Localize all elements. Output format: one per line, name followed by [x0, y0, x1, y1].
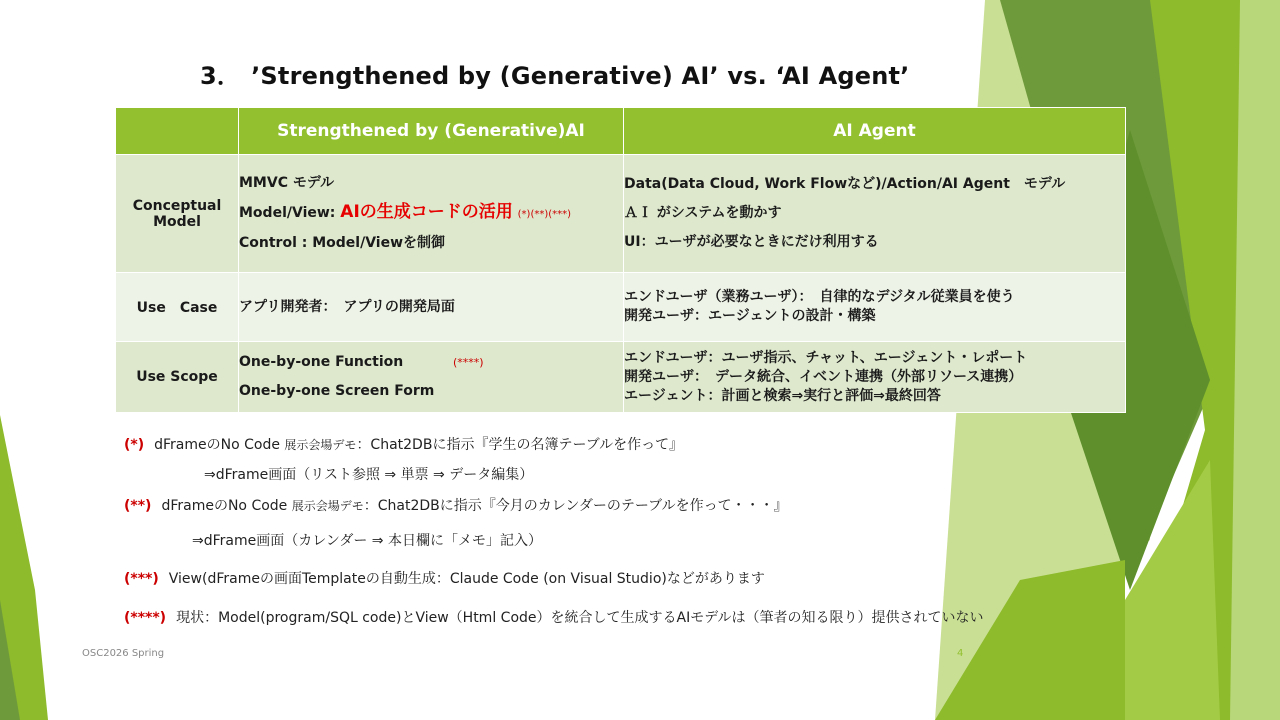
footnote-mark: (*) — [124, 437, 145, 453]
table-row — [116, 342, 1126, 413]
cell-line: 開発ユーザ： データ統合、イベント連携（外部リソース連携） — [624, 368, 1023, 385]
cell-line: Data(Data Cloud, Work Flowなど)/Action/AI Agent モデル — [624, 176, 1066, 192]
footnote-2 — [124, 495, 788, 515]
footnote-text: ：Chat2DBに指示『学生の名簿テーブルを作って』 — [356, 437, 684, 453]
page-number: 4 — [957, 648, 964, 659]
table-header-row — [116, 108, 1126, 155]
footnote-mark: (***) — [124, 571, 159, 587]
footnote-1 — [124, 434, 683, 454]
row-label — [116, 155, 239, 273]
cell-line: Control : Model/Viewを制御 — [239, 235, 446, 251]
footnote-mark: (**) — [124, 498, 152, 514]
cell-line: エージェント：計画と検索⇒実行と評価⇒最終回答 — [624, 387, 941, 404]
cell-text: Model/View: — [239, 205, 341, 221]
footnote-3 — [124, 568, 765, 588]
footnote-4 — [124, 607, 984, 627]
table-row — [116, 155, 1126, 273]
cell-line: エンドユーザ（業務ユーザ）： 自律的なデジタル従業員を使う — [624, 289, 1015, 305]
row-label-text: Conceptual Model — [132, 197, 222, 230]
footnote-1-result: ⇒dFrame画面（リスト参照 ⇒ 単票 ⇒ データ編集） — [204, 467, 534, 483]
slide-number: 3． — [200, 62, 230, 90]
slide-title-text: ’Strengthened by (Generative) AI’ vs. ‘AI Agent’ — [251, 62, 910, 90]
cell-ai-agent — [624, 273, 1126, 342]
slide-title — [200, 56, 909, 91]
row-label: Use Case — [116, 273, 239, 342]
cell-ai-agent — [624, 155, 1126, 273]
footnote-text: View(dFrameの画面Templateの自動生成：Claude Code (on Visual Studio)などがあります — [168, 571, 765, 587]
cell-strengthened — [239, 155, 624, 273]
cell-line: UI：ユーザが必要なときにだけ利用する — [624, 234, 879, 250]
cell-ai-agent — [624, 342, 1126, 413]
header-strengthened: Strengthened by (Generative)AI — [239, 108, 624, 155]
header-ai-agent: AI Agent — [624, 108, 1126, 155]
cell-line: One-by-one Screen Form — [239, 383, 435, 399]
header-empty — [116, 108, 239, 155]
footnote-text: 現状：Model(program/SQL code)とView（Html Code）を統合して生成するAIモデルは（筆者の知る限り）提供されていない — [176, 610, 984, 626]
cell-line: アプリ開発者： アプリの開発局面 — [239, 298, 455, 315]
cell-line: 開発ユーザ：エージェントの設計・構築 — [624, 308, 876, 324]
footnote-text: 展示会場デモ — [291, 499, 364, 513]
reference-marks: (****) — [453, 356, 484, 369]
reference-marks: (*)(**)(***) — [517, 209, 572, 220]
cell-line: ＡＩ がシステムを動かす — [624, 205, 782, 221]
footnote-2-result: ⇒dFrame画面（カレンダー ⇒ 本日欄に「メモ」記入） — [192, 533, 542, 549]
row-label: Use Scope — [116, 342, 239, 413]
cell-line — [239, 348, 623, 377]
cell-strengthened — [239, 342, 624, 413]
footnote-text: dFrameのNo Code — [154, 437, 285, 453]
cell-line — [239, 198, 623, 229]
footnote-text: dFrameのNo Code — [161, 498, 292, 514]
footnote-text: 展示会場デモ — [284, 438, 357, 452]
footnote-mark: (****) — [124, 610, 167, 626]
footnote-text: ：Chat2DBに指示『今月のカレンダーのテーブルを作って・・・』 — [363, 498, 788, 514]
footer-event: OSC2026 Spring — [82, 648, 165, 659]
cell-line: エンドユーザ：ユーザ指示、チャット、エージェント・レポート — [624, 349, 1028, 366]
table-row — [116, 273, 1126, 342]
comparison-table — [115, 107, 1126, 413]
highlight-text: AIの生成コードの活用 — [340, 202, 513, 222]
cell-strengthened — [239, 273, 624, 342]
cell-text: One-by-one Function — [239, 354, 404, 370]
cell-line: MMVC モデル — [239, 175, 335, 191]
